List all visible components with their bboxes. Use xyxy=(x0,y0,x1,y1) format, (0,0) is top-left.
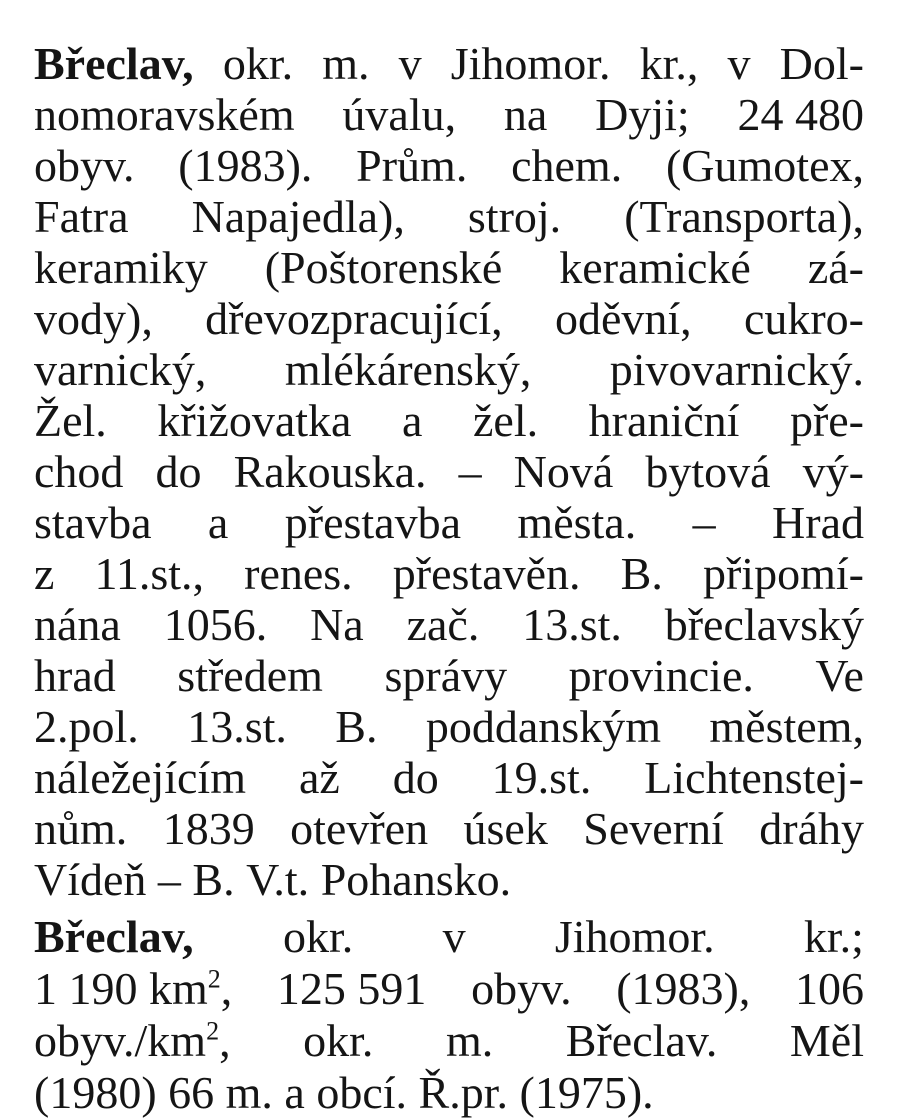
word: B. xyxy=(192,854,235,905)
word: (1983), xyxy=(616,963,751,1014)
word: V.t. xyxy=(246,854,310,905)
text-line xyxy=(34,395,864,446)
text-line xyxy=(34,191,864,242)
word: obyv. xyxy=(34,140,135,191)
word: (1980) xyxy=(34,1067,157,1118)
word: břeclavský xyxy=(664,599,864,650)
word: chod xyxy=(34,446,124,497)
word: Fatra xyxy=(34,191,129,242)
headword: Břeclav, xyxy=(34,911,194,962)
text-line xyxy=(34,650,864,701)
word: hrad xyxy=(34,650,116,701)
word: kr.; xyxy=(803,911,864,962)
word: m. xyxy=(445,1015,494,1066)
word: přestavba xyxy=(284,497,462,548)
word: keramiky xyxy=(34,242,208,293)
word: cukro- xyxy=(743,293,864,344)
text-line xyxy=(34,89,864,140)
word: z xyxy=(34,548,55,599)
text-line xyxy=(34,911,864,963)
word: úvalu, xyxy=(342,89,457,140)
word: Dol- xyxy=(779,38,864,89)
word: (Gumotex, xyxy=(665,140,864,191)
word: m. xyxy=(225,1067,273,1118)
text-line xyxy=(34,752,864,803)
word: a xyxy=(207,497,229,548)
word: 13.st. xyxy=(522,599,622,650)
word: obyv. xyxy=(471,963,572,1014)
word xyxy=(34,1015,231,1067)
word: Žel. xyxy=(34,395,107,446)
word: připomí- xyxy=(702,548,864,599)
word: – xyxy=(692,497,716,548)
word: správy xyxy=(384,650,508,701)
word: – xyxy=(157,854,181,905)
word: (Poštorenské xyxy=(264,242,503,293)
text-line xyxy=(34,701,864,752)
word: v xyxy=(727,38,751,89)
word: až xyxy=(298,752,340,803)
text-line xyxy=(34,854,864,905)
word: Hrad xyxy=(772,497,864,548)
word: zač. xyxy=(406,599,480,650)
word: hraniční xyxy=(588,395,740,446)
word: zá- xyxy=(807,242,864,293)
word: vody), xyxy=(34,293,153,344)
word: oděvní, xyxy=(554,293,692,344)
word: 1056. xyxy=(163,599,268,650)
word: kr., xyxy=(639,38,699,89)
word: (1983). xyxy=(178,140,313,191)
word: 13.st. xyxy=(187,701,287,752)
word: Pohansko. xyxy=(320,854,512,905)
superscript: 2 xyxy=(206,1016,220,1046)
word: stavba xyxy=(34,497,152,548)
word: v xyxy=(442,911,466,962)
word: města. xyxy=(517,497,637,548)
word: Vídeň xyxy=(34,854,147,905)
word: stroj. xyxy=(467,191,562,242)
word: středem xyxy=(177,650,323,701)
word: 24 480 xyxy=(737,89,864,140)
word: Dyji; xyxy=(595,89,690,140)
word: a xyxy=(284,1067,305,1118)
word: provincie. xyxy=(568,650,754,701)
word: renes. xyxy=(244,548,353,599)
word: B. xyxy=(620,548,663,599)
word: Jihomor. xyxy=(554,911,715,962)
word: do xyxy=(155,446,202,497)
word: varnický, xyxy=(34,344,207,395)
word: v xyxy=(398,38,422,89)
word: pře- xyxy=(789,395,864,446)
word: městem, xyxy=(709,701,864,752)
word: obyv./km xyxy=(34,1015,207,1066)
word: Ř.pr. xyxy=(418,1067,509,1118)
word: , xyxy=(220,963,233,1014)
entry-breclav-district xyxy=(34,911,864,1119)
word: Měl xyxy=(789,1015,864,1066)
text-line xyxy=(34,242,864,293)
word: nům. xyxy=(34,803,128,854)
word: Severní xyxy=(583,803,724,854)
word: m. xyxy=(322,38,370,89)
word: poddanským xyxy=(425,701,661,752)
word: 11.st., xyxy=(94,548,205,599)
word: 1839 xyxy=(162,803,255,854)
word: keramické xyxy=(559,242,751,293)
text-line xyxy=(34,38,864,89)
word: obcí. xyxy=(316,1067,408,1118)
word: přestavěn. xyxy=(392,548,581,599)
word: (Transporta), xyxy=(624,191,864,242)
word: okr. xyxy=(222,38,294,89)
word: bytová xyxy=(645,446,771,497)
word: (1975). xyxy=(519,1067,654,1118)
text-line xyxy=(34,599,864,650)
word: dřevozpracující, xyxy=(205,293,503,344)
word: do xyxy=(392,752,439,803)
word: 66 xyxy=(168,1067,215,1118)
word: na xyxy=(503,89,548,140)
word: Nová xyxy=(513,446,614,497)
word: okr. xyxy=(303,1015,374,1066)
text-line xyxy=(34,446,864,497)
word: Lichtenstej- xyxy=(644,752,864,803)
word: 1 190 km xyxy=(34,963,208,1014)
headword: Břeclav, xyxy=(34,38,194,89)
word: Ve xyxy=(815,650,864,701)
word: 125 591 xyxy=(276,963,427,1014)
word: křižovatka xyxy=(157,395,352,446)
superscript: 2 xyxy=(207,964,221,994)
word: otevřen xyxy=(290,803,429,854)
word: nomoravském xyxy=(34,89,295,140)
word: nána xyxy=(34,599,121,650)
text-line xyxy=(34,963,864,1015)
encyclopedia-column xyxy=(34,38,864,1119)
word: vý- xyxy=(802,446,864,497)
text-line xyxy=(34,1067,864,1119)
word: chem. xyxy=(511,140,623,191)
word xyxy=(34,963,232,1015)
word: úsek xyxy=(463,803,548,854)
word: Prům. xyxy=(356,140,468,191)
word: Břeclav. xyxy=(565,1015,718,1066)
text-line xyxy=(34,344,864,395)
text-line xyxy=(34,293,864,344)
text-line xyxy=(34,548,864,599)
word: Na xyxy=(310,599,364,650)
word: B. xyxy=(335,701,378,752)
entry-breclav-city xyxy=(34,38,864,905)
word: okr. xyxy=(282,911,354,962)
word: náležejícím xyxy=(34,752,246,803)
word: Jihomor. xyxy=(450,38,611,89)
word: – xyxy=(458,446,482,497)
word: 19.st. xyxy=(491,752,592,803)
word: Rakouska. xyxy=(233,446,427,497)
word: pivovarnický. xyxy=(609,344,864,395)
word: žel. xyxy=(473,395,539,446)
text-line xyxy=(34,1015,864,1067)
word: a xyxy=(402,395,423,446)
text-line xyxy=(34,497,864,548)
text-line xyxy=(34,803,864,854)
word: mlékárenský, xyxy=(284,344,532,395)
word: Napajedla), xyxy=(191,191,405,242)
word: 106 xyxy=(795,963,864,1014)
word: 2.pol. xyxy=(34,701,139,752)
word: dráhy xyxy=(759,803,864,854)
text-line xyxy=(34,140,864,191)
word: , xyxy=(219,1015,231,1066)
